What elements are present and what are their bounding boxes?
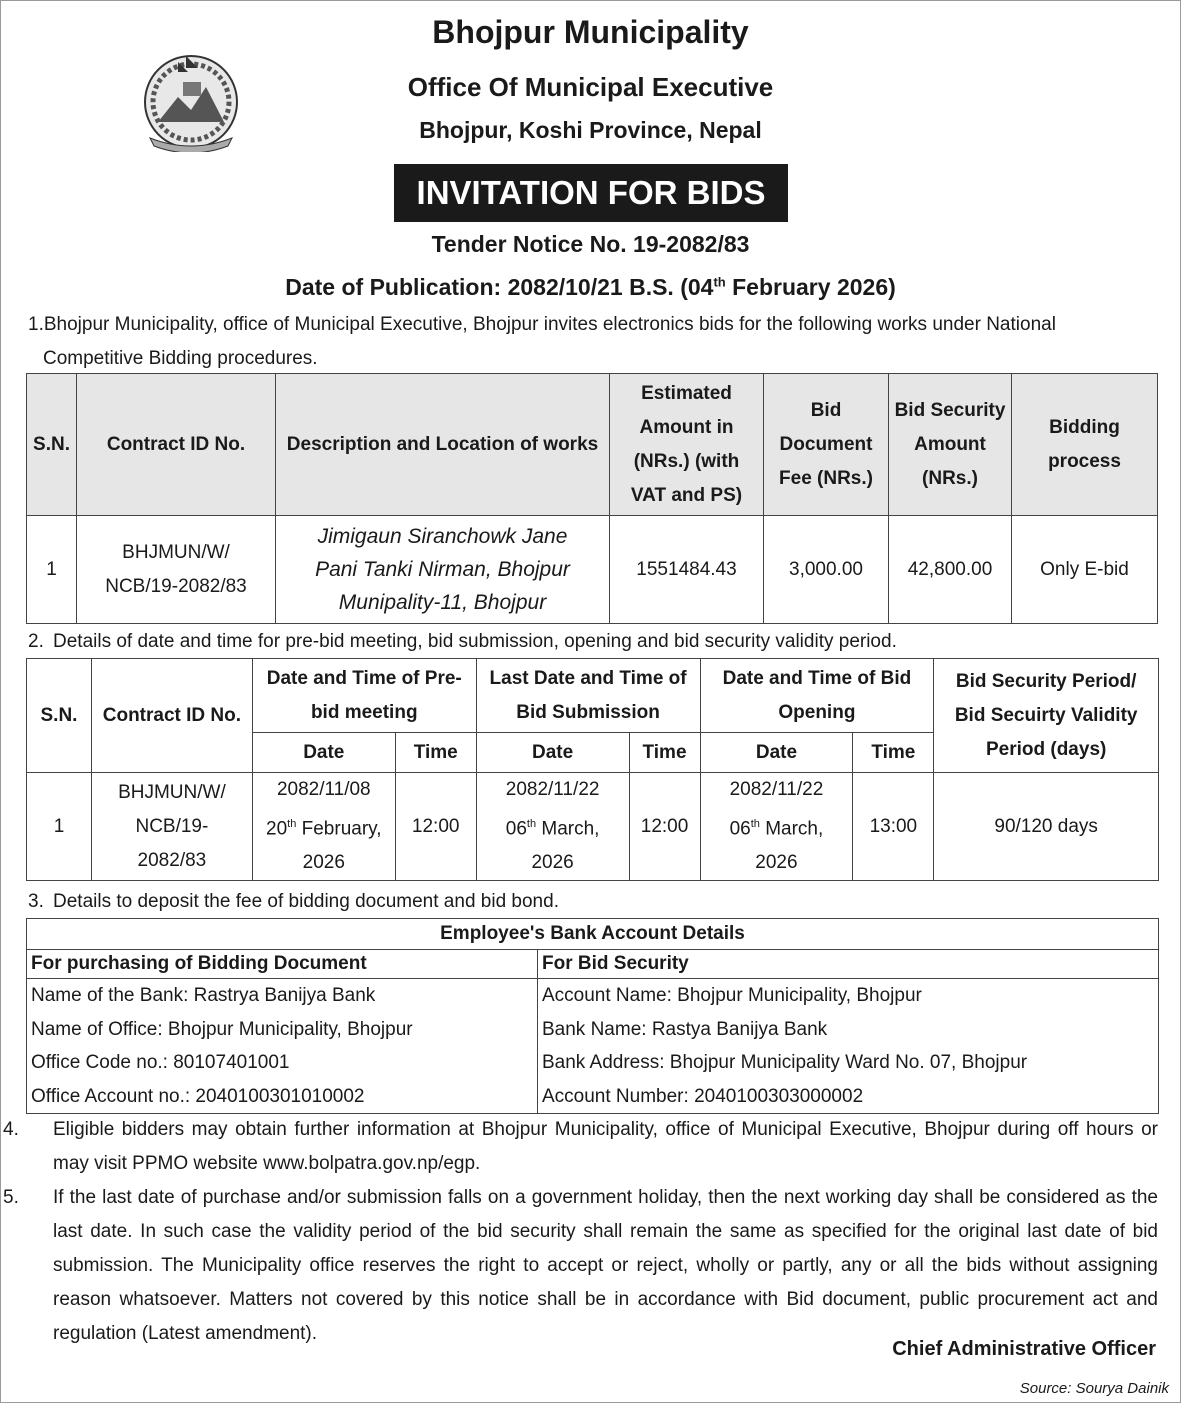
col-opening: Date and Time of Bid Opening: [700, 659, 934, 733]
col-bid-security: Bid Security Amount (NRs.): [889, 374, 1012, 516]
bid-security-heading: For Bid Security: [538, 950, 1159, 979]
source-credit: Source: Sourya Dainik: [1019, 1380, 1169, 1397]
schedule-table: [26, 658, 1159, 881]
office-title: Office Of Municipal Executive: [407, 72, 774, 102]
works-table: [26, 373, 1158, 624]
section-1-intro: 1.Bhojpur Municipality, office of Municipal Executive, Bhojpur invites electronics bids for the following works under National Competitive Bidding procedures.: [28, 314, 1056, 369]
invitation-banner: INVITATION FOR BIDS: [394, 164, 788, 222]
row-description: Jimigaun Siranchowk Jane Pani Tanki Nirman, Bhojpur Munipality-11, Bhojpur: [276, 516, 610, 624]
row-estimated: 1551484.43: [610, 516, 764, 624]
bank-details-table: [26, 918, 1159, 1114]
col-last-date: Date: [476, 733, 629, 773]
bank-details-title: Employee's Bank Account Details: [27, 919, 1159, 950]
col-open-date: Date: [700, 733, 853, 773]
works-table-header: [27, 374, 1158, 516]
col-description: Description and Location of works: [276, 374, 610, 516]
bid-security-details: Account Name: Bhojpur Municipality, Bhojpur Bank Name: Rastya Banijya Bank Bank Address: Bhojpur Municipality Ward No. 07, Bhojpur Account Number: 2040100303000002: [538, 979, 1159, 1114]
section-4-text: 4. Eligible bidders may obtain further information at Bhojpur Municipality, office of Municipal Executive, Bhojpur during off hours or may visit PPMO website www.bolpatra.gov.np/egp.: [3, 1119, 1158, 1174]
col-last-time: Time: [629, 733, 700, 773]
row-security: 42,800.00: [889, 516, 1012, 624]
address-line: Bhojpur, Koshi Province, Nepal: [419, 117, 762, 143]
table-row: [27, 516, 1158, 624]
col-prebid: Date and Time of Pre-bid meeting: [252, 659, 476, 733]
col-sn: S.N.: [27, 659, 92, 773]
col-doc-fee: Bid Document Fee (NRs.): [764, 374, 889, 516]
bidding-document-details: Name of the Bank: Rastrya Banijya Bank Name of Office: Bhojpur Municipality, Bhojpur Office Code no.: 80107401001 Office Account no.: 2040100301010002: [27, 979, 538, 1114]
col-prebid-date: Date: [252, 733, 395, 773]
table-row: 1 BHJMUN/W/ NCB/19- 2082/83 2082/11/08 20th February, 2026 12:00 2082/11/22 06th March, 2026 12:00 2082/11/22 06th March, 2026 13:00 90/120 days: [27, 773, 1159, 881]
col-contract-id: Contract ID No.: [77, 374, 276, 516]
col-sn: S.N.: [27, 374, 77, 516]
publication-date: Date of Publication: 2082/10/21 B.S. (04th February 2026): [285, 274, 896, 300]
signature-title: Chief Administrative Officer: [892, 1338, 1156, 1360]
col-bidding-process: Bidding process: [1012, 374, 1158, 516]
col-open-time: Time: [853, 733, 934, 773]
row-sn: 1: [27, 516, 77, 624]
section-2-intro: 2. Details of date and time for pre-bid meeting, bid submission, opening and bid security validity period.: [28, 631, 897, 652]
col-last-submission: Last Date and Time of Bid Submission: [476, 659, 700, 733]
col-contract-id: Contract ID No.: [91, 659, 252, 773]
row-doc-fee: 3,000.00: [764, 516, 889, 624]
bidding-document-heading: For purchasing of Bidding Document: [27, 950, 538, 979]
col-prebid-time: Time: [395, 733, 476, 773]
col-estimated-amount: Estimated Amount in (NRs.) (with VAT and PS): [610, 374, 764, 516]
municipality-title: Bhojpur Municipality: [432, 14, 749, 50]
tender-notice-number: Tender Notice No. 19-2082/83: [431, 231, 750, 257]
col-security-period: Bid Security Period/ Bid Secuirty Validity Period (days): [934, 659, 1159, 773]
row-process: Only E-bid: [1012, 516, 1158, 624]
section-3-intro: 3. Details to deposit the fee of bidding document and bid bond.: [28, 891, 559, 912]
row-contract-id: BHJMUN/W/ NCB/19-2082/83: [77, 516, 276, 624]
section-5-text: 5. If the last date of purchase and/or submission falls on a government holiday, then the next working day shall be considered as the last date. In such case the validity period of the bid security shall remain the same as specified for the original last date of bid submission. The Municipality office reserves the right to accept or reject, wholly or partly, any or all the bids without assigning reason whatsoever. Matters not covered by this notice shall be in accordance with Bid document, public procurement act and regulation (Latest amendment).: [3, 1187, 1158, 1344]
